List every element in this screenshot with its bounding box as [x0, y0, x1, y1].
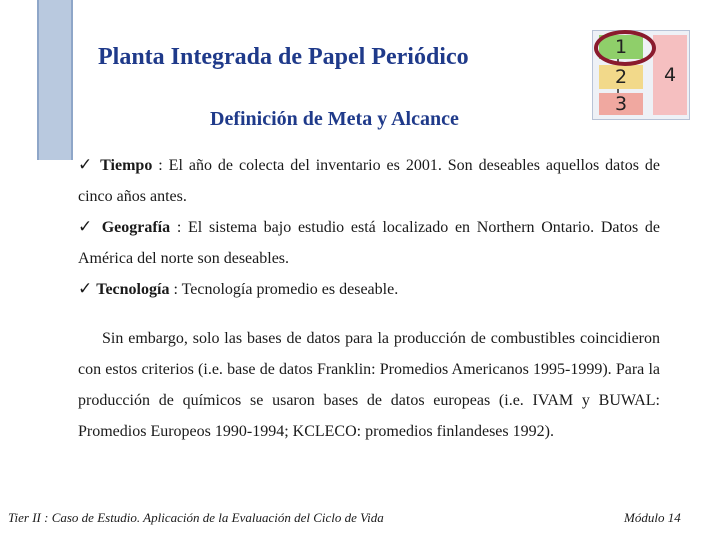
check-icon: ✓	[78, 155, 95, 175]
bullet-geography	[78, 212, 660, 274]
phase-1-box: 1	[599, 35, 643, 59]
bullet-term: Tiempo	[100, 157, 153, 174]
footer-course-title: Tier II : Caso de Estudio. Aplicación de la Evaluación del Ciclo de Vida	[8, 510, 384, 525]
highlight-ring	[594, 30, 656, 66]
check-icon: ✓	[78, 217, 95, 237]
phase-3-box: 3	[599, 93, 643, 115]
phase-4-box: 4	[653, 35, 687, 115]
bullet-technology	[78, 274, 660, 305]
bullet-term: Tecnología	[96, 281, 170, 298]
phase-2-box: 2	[599, 65, 643, 89]
decorative-side-bar	[37, 0, 73, 160]
bullet-text: : Tecnología promedio es deseable.	[169, 281, 399, 298]
slide-subtitle: Definición de Meta y Alcance	[210, 108, 459, 130]
bullet-text: : El sistema bajo estudio está localizado en Northern Ontario. Datos de América del norte son deseables.	[78, 219, 661, 267]
slide-body	[78, 150, 660, 447]
check-icon: ✓	[78, 279, 93, 299]
bullet-term: Geografía	[101, 219, 171, 236]
slide-title: Planta Integrada de Papel Periódico	[98, 44, 469, 70]
footer-module-number: Módulo 14	[624, 510, 681, 525]
bullet-text: : El año de colecta del inventario es 2001. Son deseables aquellos datos de cinco años antes.	[78, 157, 661, 205]
body-paragraph: Sin embargo, solo las bases de datos para la producción de combustibles coincidieron con estos criterios (i.e. base de datos Franklin: Promedios Americanos 1995-1999). Para la producción de químicos se usaron bases de datos europeas (i.e. IVAM y BUWAL: Promedios Europeos 1990-1994; KCLECO: promedios finlandeses 1992).	[78, 330, 660, 440]
bullet-time	[78, 150, 660, 212]
